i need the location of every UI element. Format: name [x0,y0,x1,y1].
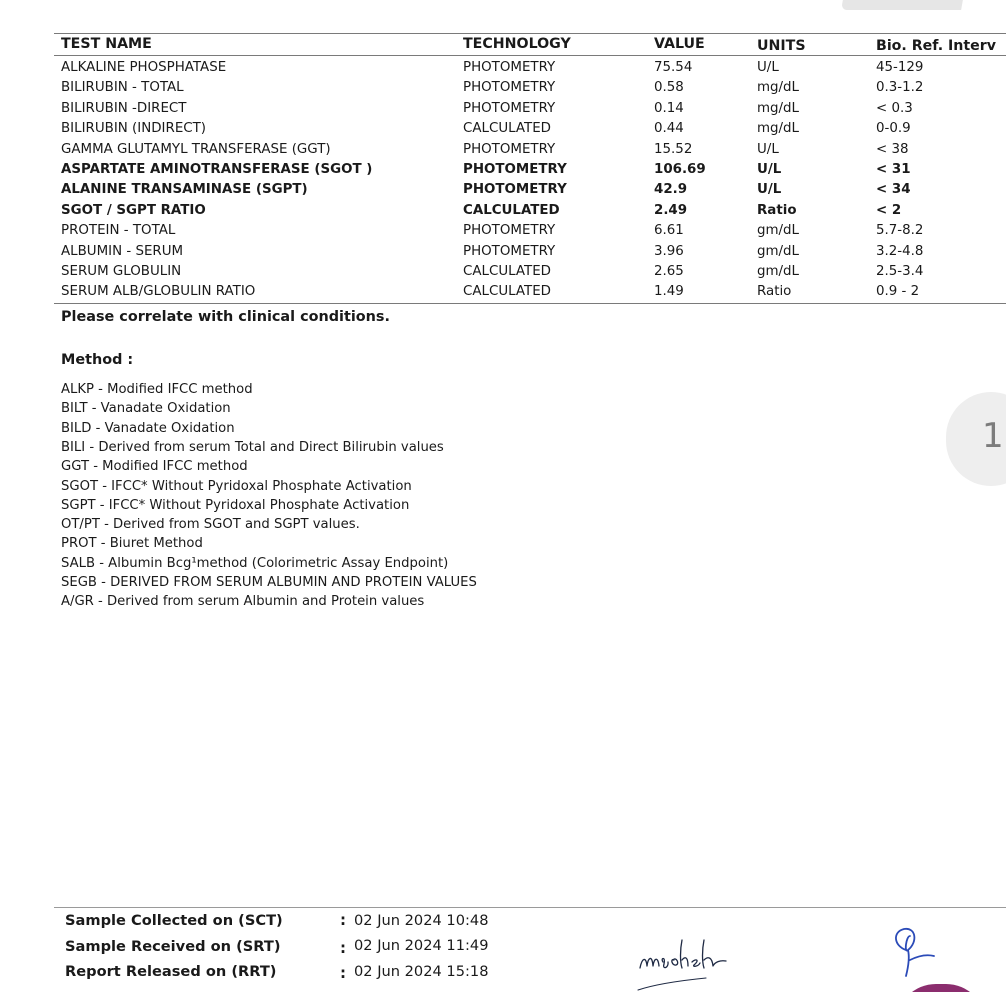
units-cell: U/L [757,60,779,75]
report-released-label: Report Released on (RRT) [65,963,277,980]
technology-cell: PHOTOMETRY [463,60,556,75]
method-line: BILT - Vanadate Oxidation [61,401,231,417]
reference-cell: < 38 [876,141,909,157]
sample-received-value: 02 Jun 2024 11:49 [354,937,489,954]
test-name-cell: ASPARTATE AMINOTRANSFERASE (SGOT ) [61,162,373,177]
reference-cell: < 0.3 [876,100,913,116]
units-cell: gm/dL [757,243,800,259]
report-released-value: 02 Jun 2024 15:18 [354,963,489,980]
method-line: SALB - Albumin Bcg¹method (Colorimetric Assay Endpoint) [61,555,449,571]
technology-cell: CALCULATED [463,284,551,300]
method-heading: Method : [61,352,134,368]
page-number-marker[interactable] [946,392,1006,486]
header-value: VALUE [654,36,705,52]
reference-cell: < 31 [876,162,911,177]
units-cell: mg/dL [757,121,800,137]
table-bottom-rule [54,303,1006,304]
reference-cell: 0.9 - 2 [876,284,920,300]
value-cell: 75.54 [654,60,693,75]
test-name-cell: SERUM GLOBULIN [61,264,182,279]
initials-mark [884,924,954,990]
sample-collected-label: Sample Collected on (SCT) [65,912,283,929]
test-name-cell: BILIRUBIN (INDIRECT) [61,121,207,137]
reference-cell: 3.2-4.8 [876,243,924,259]
header-reference-interval: Bio. Ref. Interv [876,38,997,54]
test-name-cell: SERUM ALB/GLOBULIN RATIO [61,284,256,300]
units-cell: Ratio [757,202,797,218]
method-line: SEGB - DERIVED FROM SERUM ALBUMIN AND PROTEIN VALUES [61,575,477,590]
value-cell: 106.69 [654,162,706,177]
units-cell: U/L [757,141,779,157]
units-cell: gm/dL [757,264,800,279]
sample-collected-value: 02 Jun 2024 10:48 [354,912,489,929]
technology-cell: PHOTOMETRY [463,100,556,116]
report-released-separator: : [340,964,346,982]
signature [636,932,736,992]
reference-cell: 0.3-1.2 [876,80,924,96]
test-name-cell: BILIRUBIN -DIRECT [61,100,187,116]
test-name-cell: SGOT / SGPT RATIO [61,202,206,218]
value-cell: 2.65 [654,264,684,279]
units-cell: gm/dL [757,223,800,239]
units-cell: mg/dL [757,100,800,116]
sample-received-separator: : [340,939,346,957]
units-cell: U/L [757,162,782,177]
test-name-cell: ALBUMIN - SERUM [61,243,184,259]
value-cell: 15.52 [654,141,693,157]
technology-cell: CALCULATED [463,202,560,218]
technology-cell: PHOTOMETRY [463,80,556,96]
units-cell: Ratio [757,284,792,300]
header-technology: TECHNOLOGY [463,36,571,52]
value-cell: 2.49 [654,202,688,218]
test-name-cell: GAMMA GLUTAMYL TRANSFERASE (GGT) [61,141,331,157]
scan-artifact [841,0,963,10]
reference-cell: 2.5-3.4 [876,264,924,279]
method-line: SGPT - IFCC* Without Pyridoxal Phosphate Activation [61,497,410,513]
method-line: GGT - Modified IFCC method [61,459,248,475]
footer-rule [54,907,1006,908]
method-line: BILD - Vanadate Oxidation [61,420,235,436]
value-cell: 1.49 [654,284,684,300]
test-name-cell: PROTEIN - TOTAL [61,223,176,239]
technology-cell: CALCULATED [463,264,551,279]
method-line: ALKP - Modified IFCC method [61,382,253,397]
technology-cell: PHOTOMETRY [463,162,567,177]
value-cell: 0.58 [654,80,684,96]
test-name-cell: BILIRUBIN - TOTAL [61,80,184,96]
reference-cell: 45-129 [876,60,924,75]
technology-cell: CALCULATED [463,121,551,137]
value-cell: 6.61 [654,223,684,239]
method-line: OT/PT - Derived from SGOT and SGPT values. [61,517,360,533]
method-line: PROT - Biuret Method [61,536,203,552]
value-cell: 3.96 [654,243,684,259]
test-name-cell: ALKALINE PHOSPHATASE [61,60,227,75]
technology-cell: PHOTOMETRY [463,223,556,239]
sample-received-label: Sample Received on (SRT) [65,938,281,955]
clinical-note: Please correlate with clinical conditions. [61,309,390,325]
table-header-rule [54,55,1006,56]
header-test-name: TEST NAME [61,36,152,52]
method-line: A/GR - Derived from serum Albumin and Protein values [61,594,425,610]
header-units: UNITS [757,38,806,54]
technology-cell: PHOTOMETRY [463,141,556,157]
reference-cell: 0-0.9 [876,121,911,137]
table-top-rule [54,33,1006,34]
technology-cell: PHOTOMETRY [463,243,556,259]
test-name-cell: ALANINE TRANSAMINASE (SGPT) [61,182,308,198]
units-cell: U/L [757,182,782,198]
technology-cell: PHOTOMETRY [463,182,567,198]
page-number: 1 [982,416,1004,456]
reference-cell: < 2 [876,202,902,218]
method-line: BILI - Derived from serum Total and Direct Bilirubin values [61,439,444,455]
value-cell: 0.44 [654,121,684,137]
method-line: SGOT - IFCC* Without Pyridoxal Phosphate Activation [61,478,412,494]
sample-collected-separator: : [340,911,346,929]
reference-cell: 5.7-8.2 [876,223,924,239]
units-cell: mg/dL [757,80,800,96]
reference-cell: < 34 [876,182,911,198]
value-cell: 42.9 [654,182,688,198]
value-cell: 0.14 [654,100,684,116]
